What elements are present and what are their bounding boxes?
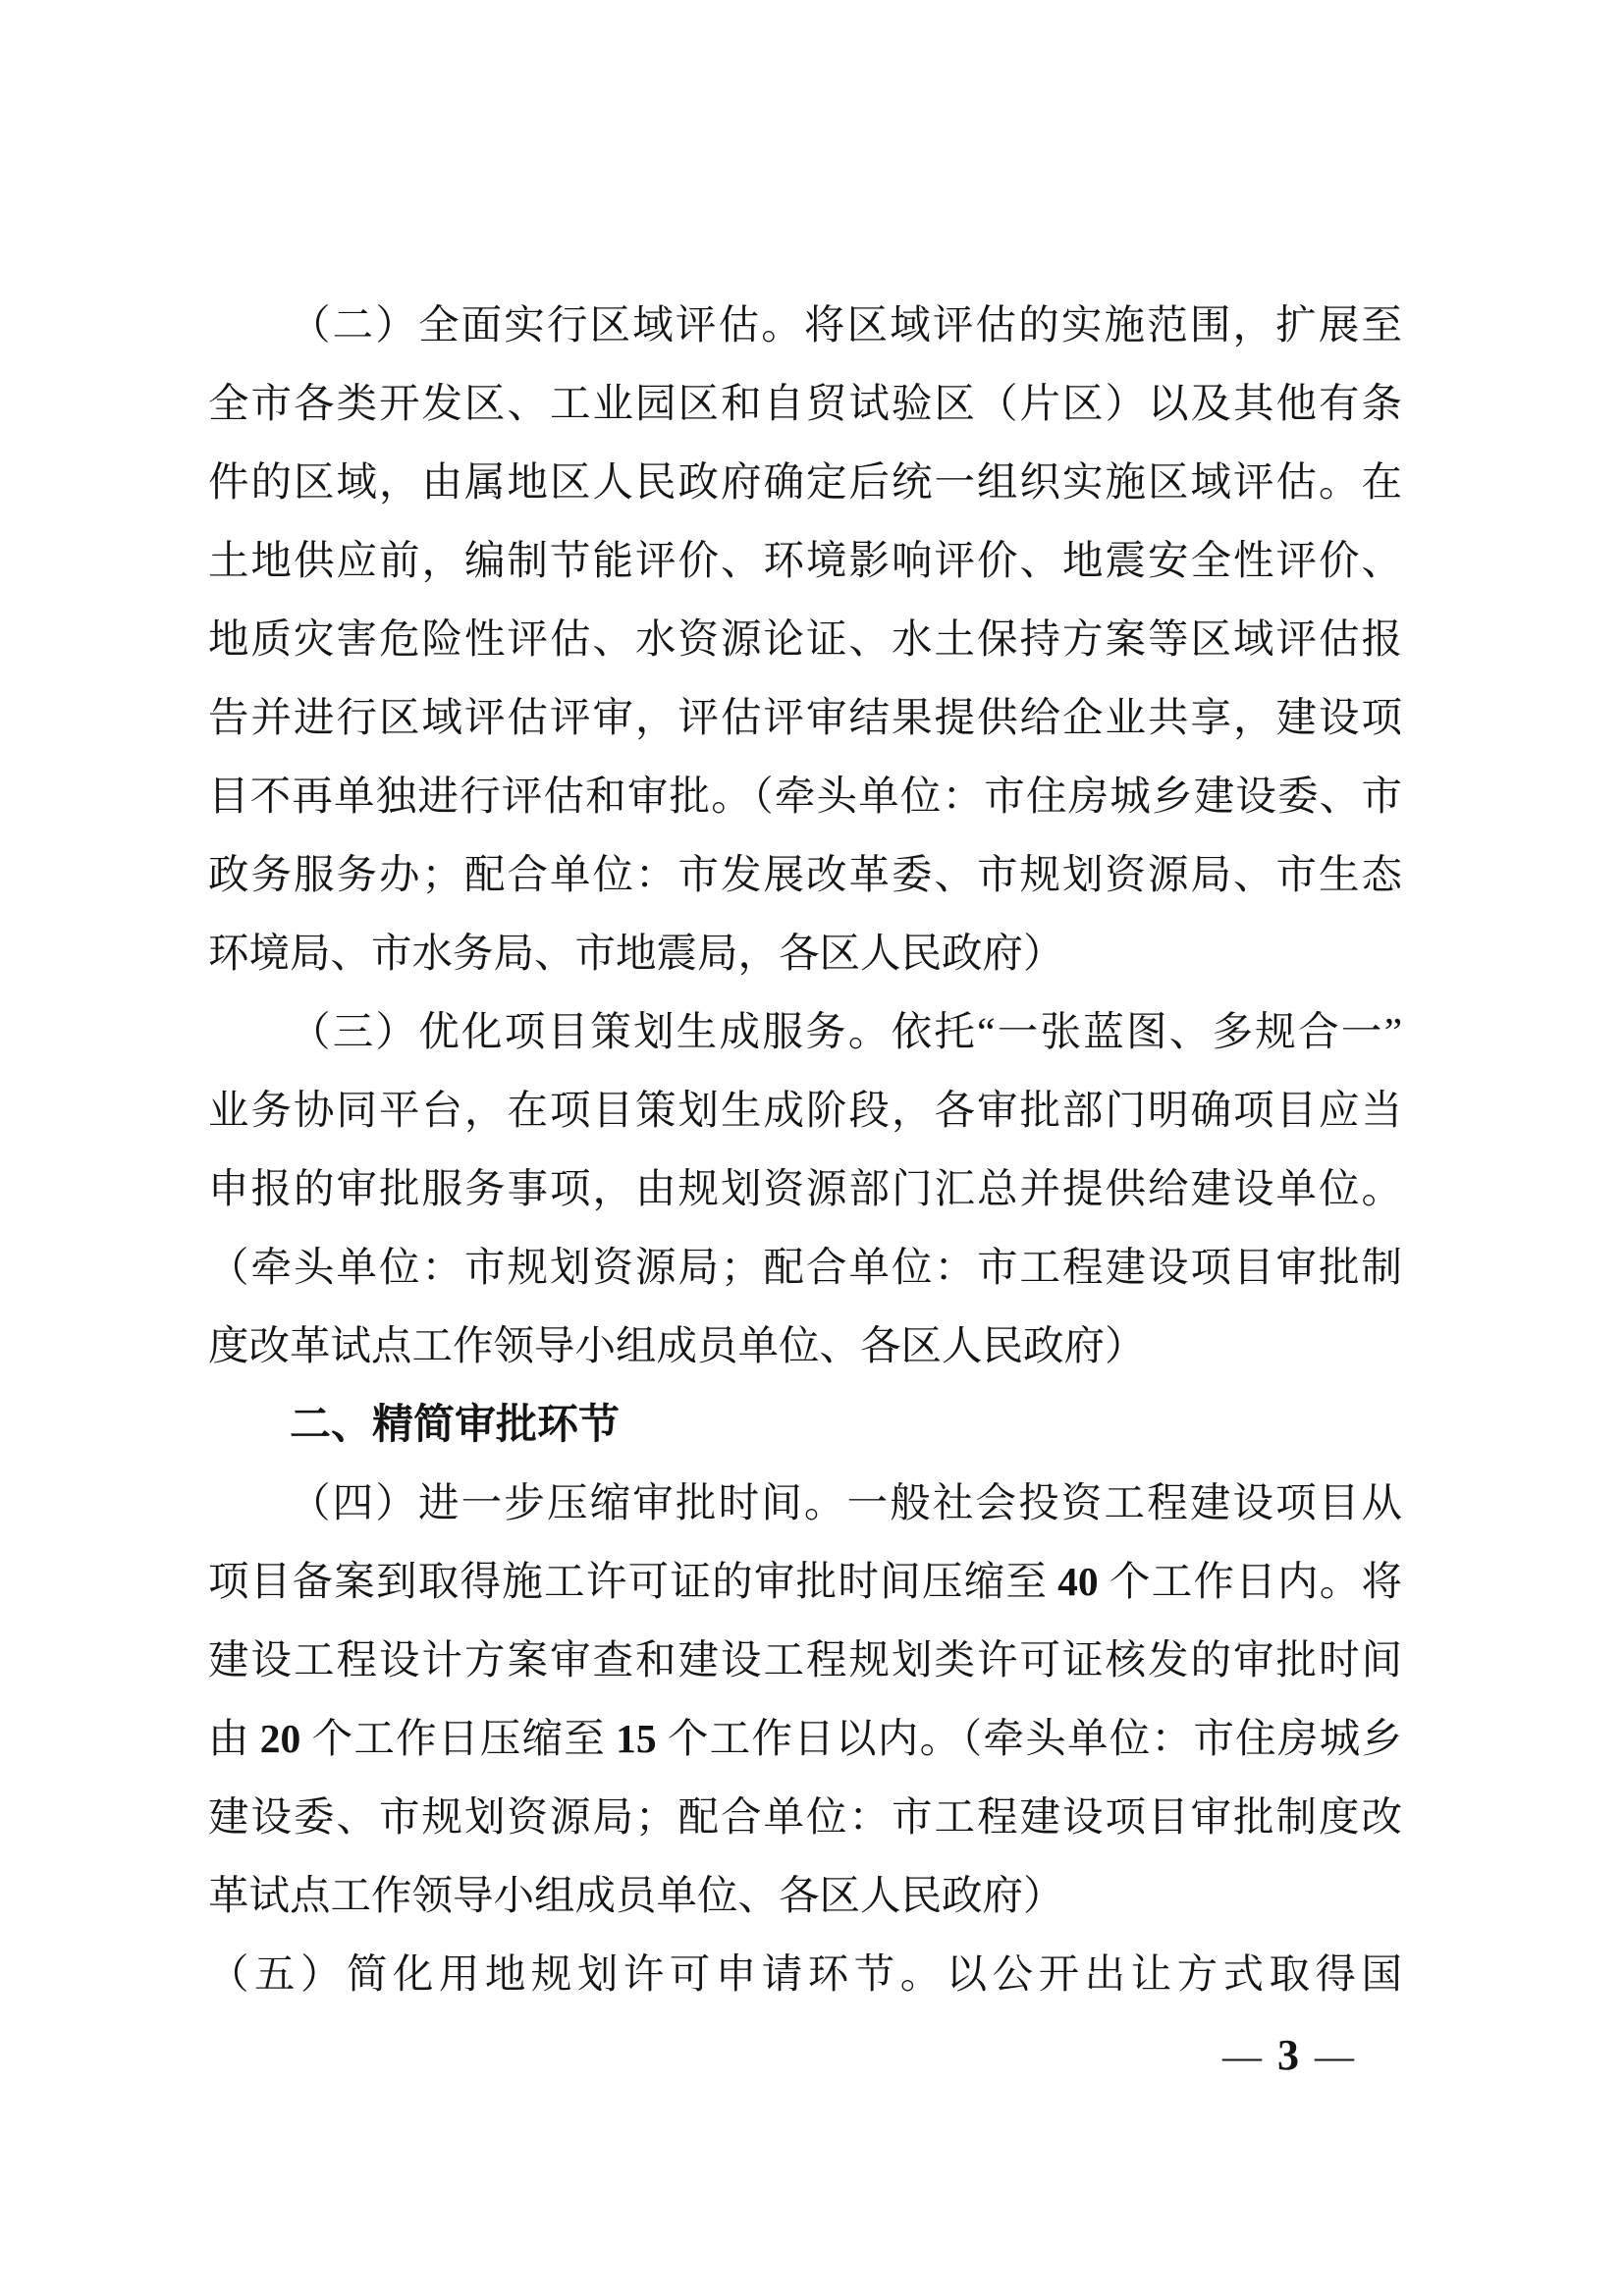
text-line: 件的区域，由属地区人民政府确定后统一组织实施区域评估。在: [208, 459, 1402, 505]
section-heading: 二、精简审批环节: [290, 1401, 621, 1447]
text-line: 革试点工作领导小组成员单位、各区人民政府）: [208, 1873, 1064, 1918]
text-line: （五）简化用地规划许可申请环节。以公开出让方式取得国: [208, 1951, 1402, 1997]
page-number: [1222, 2028, 1354, 2084]
text-line: （三）优化项目策划生成服务。依托“一张蓝图、多规合一”: [290, 1009, 1402, 1054]
text-line: [208, 1699, 1402, 1778]
text-line: 度改革试点工作领导小组成员单位、各区人民政府）: [208, 1323, 1146, 1368]
text-line: 建设工程设计方案审查和建设工程规划类许可证核发的审批时间: [208, 1637, 1402, 1682]
page-number-left-dash: —: [1222, 2034, 1262, 2078]
number-value: 15: [616, 1716, 657, 1761]
text-segment: 个工作日以内。（牵头单位：市住房城乡: [666, 1716, 1402, 1761]
text-line: 建设委、市规划资源局；配合单位：市工程建设项目审批制度改: [208, 1794, 1402, 1840]
text-line: [208, 1542, 1402, 1621]
text-line: 全市各类开发区、工业园区和自贸试验区（片区）以及其他有条: [208, 381, 1402, 426]
text-line: 申报的审批服务事项，由规划资源部门汇总并提供给建设单位。: [208, 1166, 1402, 1211]
text-line: 环境局、市水务局、市地震局，各区人民政府）: [208, 931, 1064, 976]
text-segment: 个工作日内。将: [1108, 1559, 1402, 1604]
text-line: （四）进一步压缩审批时间。一般社会投资工程建设项目从: [290, 1480, 1402, 1525]
text-line: 告并进行区域评估评审，评估评审结果提供给企业共享，建设项: [208, 695, 1402, 740]
text-line: 政务服务办；配合单位：市发展改革委、市规划资源局、市生态: [208, 852, 1402, 897]
document-body: [208, 286, 1402, 2013]
number-value: 40: [1057, 1559, 1099, 1604]
text-segment: 项目备案到取得施工许可证的审批时间压缩至: [208, 1559, 1049, 1604]
text-line: （牵头单位：市规划资源局；配合单位：市工程建设项目审批制: [208, 1245, 1402, 1290]
number-value: 20: [259, 1716, 301, 1761]
page-number-right-dash: —: [1315, 2034, 1354, 2078]
text-segment: 由: [208, 1716, 250, 1761]
text-line: 地质灾害危险性评估、水资源论证、水土保持方案等区域评估报: [208, 616, 1402, 662]
text-line: （二）全面实行区域评估。将区域评估的实施范围，扩展至: [290, 302, 1402, 347]
text-line: 目不再单独进行评估和审批。（牵头单位：市住房城乡建设委、市: [208, 774, 1402, 819]
text-segment: 个工作日压缩至: [310, 1716, 607, 1761]
text-line: 业务协同平台，在项目策划生成阶段，各审批部门明确项目应当: [208, 1088, 1402, 1133]
page-number-value: 3: [1277, 2031, 1299, 2079]
text-line: 土地供应前，编制节能评价、环境影响评价、地震安全性评价、: [208, 538, 1402, 583]
